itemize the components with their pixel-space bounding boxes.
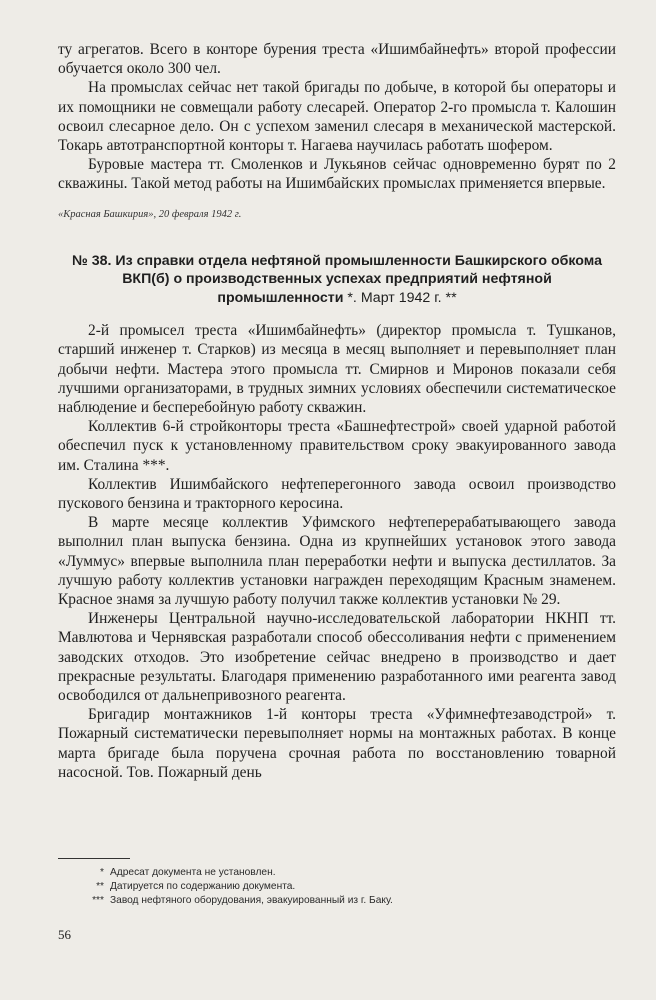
footnote-mark: *** (92, 895, 104, 907)
document-heading (58, 252, 616, 308)
paragraph: Коллектив Ишимбайского нефтеперегонного завода освоил производство пускового бензина и тракторного керосина. (58, 475, 616, 512)
footnote-mark: * (100, 867, 104, 878)
footnotes (58, 866, 618, 909)
footnote-divider (58, 858, 130, 859)
paragraph: ту агрегатов. Всего в конторе бурения треста «Ишимбайнефть» второй профессии обучается около 300 чел. (58, 41, 616, 78)
paragraph: Бригадир монтажников 1-й конторы треста «Уфимнефтезаводстрой» т. Пожарный систематически перевыполняет нормы на монтажных работах. В конце марта бригаде была поручена срочная работа по восстановлению товарной насосной. Тов. Пожарный день (58, 706, 616, 781)
footnote (58, 894, 618, 908)
heading-text: № 38. Из справки отдела нефтяной промышленности Башкирского обкома ВКП(б) о производственных успехах предприятий нефтяной промышленности (72, 252, 602, 306)
footnote-text: Адресат документа не установлен. (110, 867, 276, 878)
page-number: 56 (58, 927, 71, 942)
footnote-mark: ** (96, 881, 104, 893)
paragraph: В марте месяце коллектив Уфимского нефтеперерабатывающего завода выполнил план выпуска бензина. Одна из крупнейших установок этого завода «Луммус» впервые выполнила план переработки нефти и выпуска дестиллатов. За лучшую работу коллектив установки награжден переходящим Красным знаменем. Красное знамя за лучшую работу получил также коллектив установки № 29. (58, 514, 616, 608)
paragraph: Коллектив 6-й стройконторы треста «Башнефтестрой» своей ударной работой обеспечил пуск к установленному правительством сроку эвакуированного завода им. Сталина ***. (58, 418, 616, 474)
heading-date: Март 1942 г. ** (360, 289, 457, 306)
footnote (58, 880, 618, 894)
paragraph: 2-й промысел треста «Ишимбайнефть» (директор промысла т. Тушканов, старший инженер т. Старков) из месяца в месяц выполняет и перевыполняет план добычи нефти. Мастера этого промысла тт. Смирнов и Миронов показали себя лучшими организаторами, в трудных зимних условиях обеспечили систематическое наблюдение и бесперебойную работу скважин. (58, 322, 616, 416)
footnote-text: Датируется по содержанию документа. (110, 881, 296, 893)
footnote (58, 866, 618, 880)
source-citation: «Красная Башкирия», 20 февраля 1942 г. (58, 208, 242, 220)
paragraph: Инженеры Центральной научно-исследовательской лаборатории НКНП тт. Мавлютова и Чернявская разработали способ обессоливания нефти с применением заводских отходов. Это изобретение сейчас внедрено в производство и дает прекрасные результаты. Благодаря применению разработанного ими реагента завод освободился от дальнепривозного реагента. (58, 610, 616, 704)
footnote-text: Завод нефтяного оборудования, эвакуированный из г. Баку. (110, 895, 393, 907)
paragraph: Буровые мастера тт. Смоленков и Лукьянов сейчас одновременно бурят по 2 скважины. Такой метод работы на Ишимбайских промыслах применяется впервые. (58, 156, 616, 193)
text-column (58, 40, 616, 782)
heading-footnote-mark: *. (347, 289, 357, 306)
paragraph: На промыслах сейчас нет такой бригады по добыче, в которой бы операторы и их помощники не совмещали работу слесарей. Оператор 2-го промысла т. Калошин освоил слесарное дело. Он с успехом заменил слесаря в механической мастерской. Токарь автотранспортной конторы т. Нагаева научилась работать шофером. (58, 79, 616, 155)
